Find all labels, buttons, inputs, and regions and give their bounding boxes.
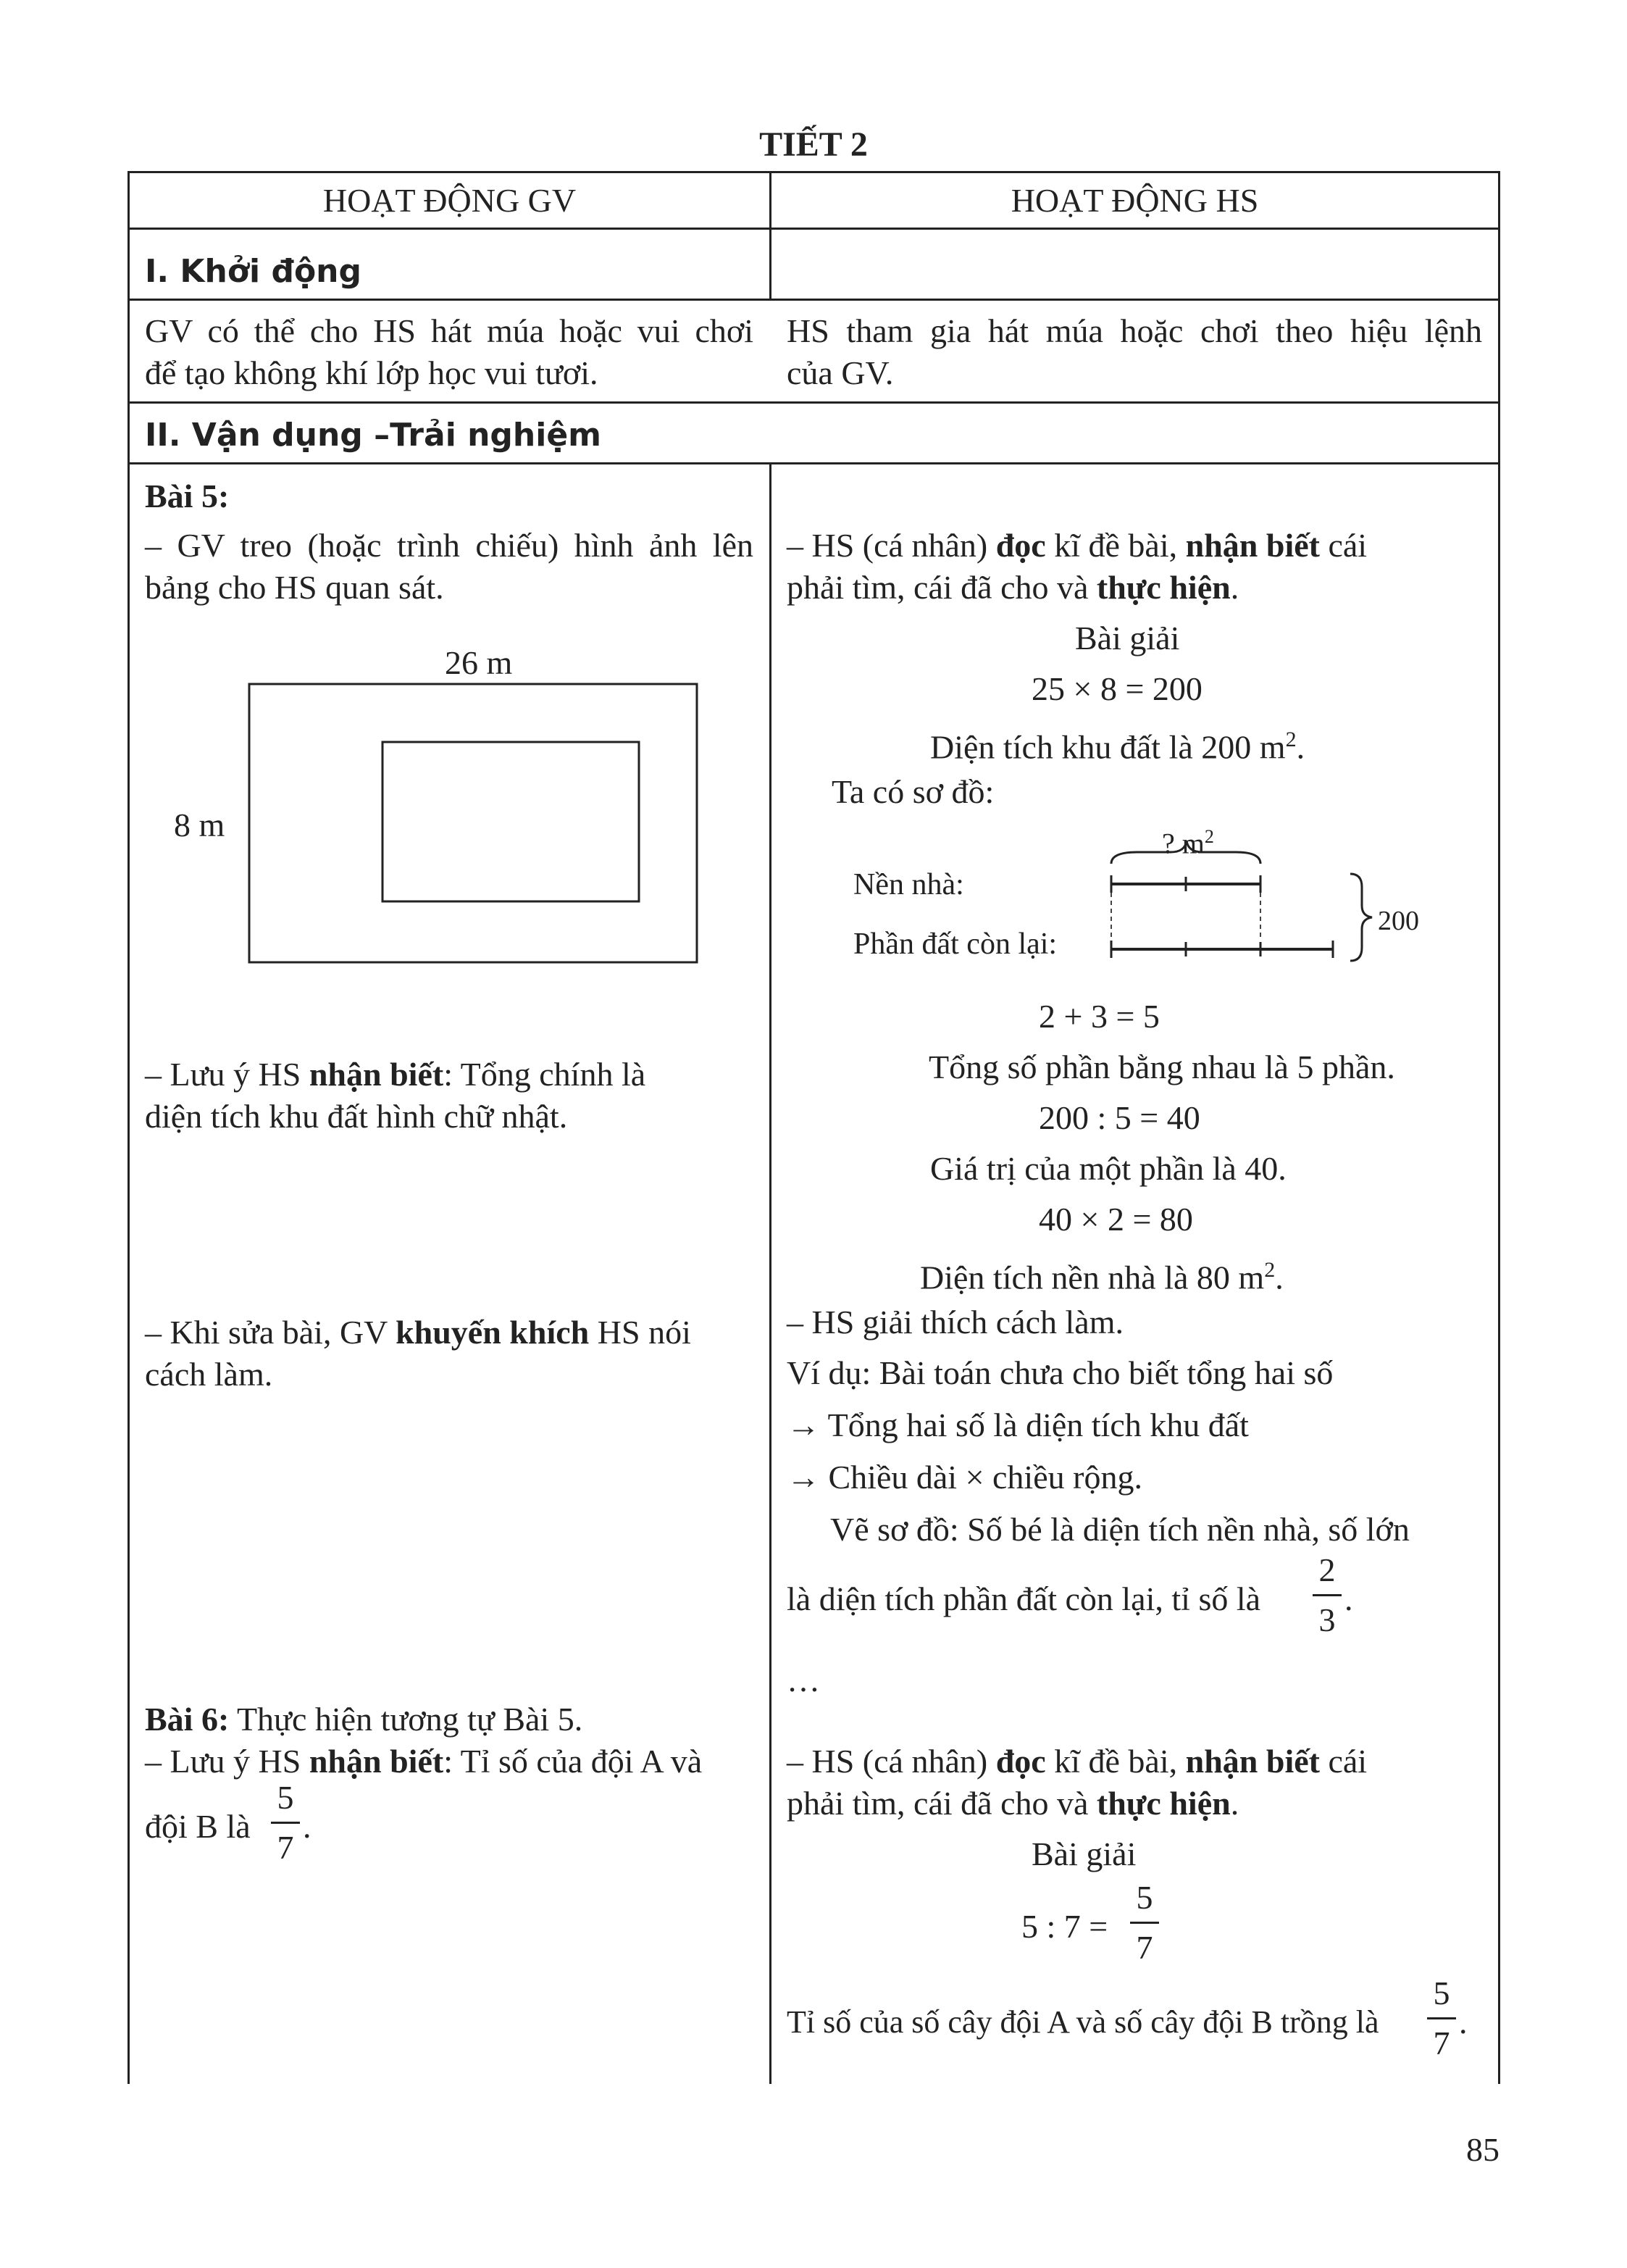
section1-gv-line2: để tạo không khí lớp học vui tươi. bbox=[145, 354, 598, 391]
total-brace bbox=[1350, 874, 1372, 961]
bai6-frac-num: 5 bbox=[277, 1779, 294, 1816]
bai6-note-bold: nhận biết bbox=[309, 1743, 444, 1780]
bai6-frac-den: 7 bbox=[277, 1829, 294, 1866]
table-header-divider bbox=[127, 228, 1500, 230]
bai5-hs-line1 bbox=[787, 523, 1367, 568]
bai6-fraction bbox=[271, 1777, 300, 1869]
bai5-house-text bbox=[920, 1248, 1284, 1300]
diagram-question-text: ? m bbox=[1162, 827, 1205, 860]
bai6-result-fraction bbox=[1427, 1972, 1456, 2064]
bai5-solution-title: Bài giải bbox=[1075, 620, 1180, 656]
section1-divider bbox=[127, 299, 1500, 301]
land-height-label: 8 m bbox=[174, 806, 225, 843]
bai5-ratio-fraction bbox=[1313, 1549, 1342, 1641]
bai6-calc: 5 : 7 = bbox=[1021, 1908, 1108, 1945]
bai6-result-period: . bbox=[1459, 2004, 1468, 2040]
bai5-hs-recognize: nhận biết bbox=[1185, 527, 1320, 564]
bai6-hs-line1 bbox=[787, 1739, 1367, 1784]
bai6-hs-dot: . bbox=[1230, 1785, 1239, 1822]
table-border-right bbox=[1498, 171, 1500, 2084]
bai5-hs-end: cái bbox=[1319, 527, 1368, 564]
bai6-result-text: Tỉ số của số cây đội A và số cây đội B trồng là bbox=[787, 2004, 1379, 2040]
bai5-ellipsis: … bbox=[787, 1662, 820, 1698]
table-border-top bbox=[127, 171, 1500, 173]
bai5-calc4: 40 × 2 = 80 bbox=[1039, 1201, 1193, 1238]
bai5-part-text: Giá trị của một phần là 40. bbox=[930, 1150, 1287, 1187]
column-divider-c bbox=[769, 462, 771, 2084]
bai5-diagram-intro: Ta có sơ đồ: bbox=[832, 773, 995, 810]
diagram-total-label: 200 bbox=[1378, 906, 1419, 936]
section1-end-divider bbox=[127, 401, 1500, 404]
bai5-ratio-bar bbox=[1313, 1594, 1342, 1596]
diagram-question bbox=[1162, 814, 1214, 866]
bai5-gv-intro-line2: bảng cho HS quan sát. bbox=[145, 569, 444, 606]
bai6-result-den: 7 bbox=[1433, 2025, 1450, 2061]
bai5-gv-note-prefix: – Lưu ý HS bbox=[145, 1056, 309, 1093]
bai5-explain1: – HS giải thích cách làm. bbox=[787, 1304, 1124, 1341]
bai6-hs-do: thực hiện bbox=[1096, 1785, 1231, 1822]
bai5-gv-note-suffix: : Tổng chính là bbox=[443, 1056, 646, 1093]
bai5-hs-do: thực hiện bbox=[1096, 569, 1231, 606]
section2-title: II. Vận dụng –Trải nghiệm bbox=[145, 417, 602, 454]
bai5-house-period: . bbox=[1275, 1259, 1284, 1296]
diagram-question-sup: 2 bbox=[1204, 826, 1214, 847]
bai6-title bbox=[145, 1697, 582, 1742]
bai5-hs-line2 bbox=[787, 565, 1239, 610]
bai6-note-line1 bbox=[145, 1739, 753, 1784]
bai6-label: Bài 6: bbox=[145, 1701, 230, 1738]
bai5-area-label: Diện tích khu đất là 200 m bbox=[930, 728, 1286, 766]
section1-hs-line2: của GV. bbox=[787, 354, 894, 391]
bai6-hs-dash: – HS (cá nhân) bbox=[787, 1743, 996, 1780]
bai5-hs-line2-text: phải tìm, cái đã cho và bbox=[787, 569, 1097, 606]
diagram-house-label: Nền nhà: bbox=[853, 868, 964, 901]
bai5-gv-fix-line2: cách làm. bbox=[145, 1356, 273, 1393]
bai5-gv-note-bold: nhận biết bbox=[309, 1056, 444, 1093]
bai6-note-suffix: : Tỉ số của đội A và bbox=[443, 1743, 703, 1780]
bai6-hs-mid: kĩ đề bài, bbox=[1045, 1743, 1186, 1780]
house-inner-rect bbox=[382, 742, 639, 901]
section1-title: I. Khởi động bbox=[145, 253, 361, 290]
bai5-ratio-den: 3 bbox=[1318, 1601, 1336, 1638]
bai5-gv-fix-suffix: HS nói bbox=[589, 1314, 691, 1351]
bai5-calc2: 2 + 3 = 5 bbox=[1039, 998, 1160, 1035]
section1-hs-line1: HS tham gia hát múa hoặc chơi theo hiệu lệnh bbox=[787, 312, 1482, 349]
bai6-hs-recognize: nhận biết bbox=[1185, 1743, 1320, 1780]
bai5-gv-note-line1 bbox=[145, 1052, 753, 1097]
section1-gv-line1: GV có thể cho HS hát múa hoặc vui chơi bbox=[145, 312, 753, 349]
bai5-explain6: là diện tích phần đất còn lại, tỉ số là bbox=[787, 1580, 1261, 1617]
land-figure bbox=[145, 638, 724, 971]
page-title: TIẾT 2 bbox=[759, 125, 868, 164]
bai6-hs-end: cái bbox=[1319, 1743, 1368, 1780]
bai5-hs-dot: . bbox=[1230, 569, 1239, 606]
bai5-hs-dash: – HS (cá nhân) bbox=[787, 527, 996, 564]
header-gv: HOẠT ĐỘNG GV bbox=[322, 182, 577, 219]
bai6-hs-line2-text: phải tìm, cái đã cho và bbox=[787, 1785, 1097, 1822]
diagram-rest-label: Phần đất còn lại: bbox=[853, 927, 1058, 961]
page-number: 85 bbox=[1466, 2131, 1500, 2168]
bai5-gv-fix-prefix: – Khi sửa bài, GV bbox=[145, 1314, 396, 1351]
bai6-calc-den: 7 bbox=[1136, 1929, 1153, 1966]
bai6-hs-read: đọc bbox=[995, 1743, 1046, 1780]
bai5-explain5: Vẽ sơ đồ: Số bé là diện tích nền nhà, số lớn bbox=[830, 1511, 1410, 1548]
header-hs: HOẠT ĐỘNG HS bbox=[1011, 182, 1259, 219]
bai6-calc-fraction bbox=[1130, 1877, 1159, 1969]
bai6-calc-bar bbox=[1130, 1922, 1159, 1924]
table-border-left bbox=[127, 171, 130, 2084]
land-outer-rect bbox=[249, 684, 697, 962]
bai6-calc-num: 5 bbox=[1136, 1879, 1153, 1916]
bai5-area-text bbox=[930, 717, 1305, 770]
bai5-gv-fix-bold: khuyến khích bbox=[396, 1314, 590, 1351]
bai5-house-label: Diện tích nền nhà là 80 m bbox=[920, 1259, 1265, 1296]
bai5-calc3: 200 : 5 = 40 bbox=[1039, 1099, 1200, 1136]
land-width-label: 26 m bbox=[445, 644, 513, 681]
bai6-label-rest: Thực hiện tương tự Bài 5. bbox=[229, 1701, 583, 1738]
bai5-house-sup: 2 bbox=[1264, 1258, 1276, 1282]
bai5-gv-note-line2: diện tích khu đất hình chữ nhật. bbox=[145, 1098, 568, 1135]
bai5-hs-mid: kĩ đề bài, bbox=[1045, 527, 1186, 564]
bai6-result-bar bbox=[1427, 2017, 1456, 2019]
bai6-note-line2: đội B là bbox=[145, 1808, 251, 1845]
bai5-explain3: → Tổng hai số là diện tích khu đất bbox=[787, 1406, 1249, 1443]
bai5-gv-fix-line1 bbox=[145, 1310, 691, 1355]
section2-divider bbox=[127, 462, 1500, 464]
bai6-result-num: 5 bbox=[1433, 1975, 1450, 2011]
bai5-ratio-period: . bbox=[1344, 1580, 1353, 1617]
bai5-explain2: Ví dụ: Bài toán chưa cho biết tổng hai số bbox=[787, 1354, 1334, 1391]
bai5-ratio-num: 2 bbox=[1318, 1551, 1336, 1588]
bai6-note-period: . bbox=[303, 1808, 311, 1845]
bai5-sum-text: Tổng số phần bằng nhau là 5 phần. bbox=[929, 1048, 1395, 1085]
bai5-gv-intro-line1: – GV treo (hoặc trình chiếu) hình ảnh lên bbox=[145, 527, 753, 564]
bai5-area-period: . bbox=[1296, 728, 1305, 766]
bai5-calc1: 25 × 8 = 200 bbox=[1032, 670, 1203, 707]
bai6-hs-line2 bbox=[787, 1781, 1239, 1826]
bai5-label: Bài 5: bbox=[145, 478, 230, 514]
bai6-solution-title: Bài giải bbox=[1032, 1835, 1137, 1872]
bai6-frac-bar bbox=[271, 1822, 300, 1824]
bai5-area-sup: 2 bbox=[1285, 727, 1297, 751]
bai5-hs-read: đọc bbox=[995, 527, 1046, 564]
bai5-explain4: → Chiều dài × chiều rộng. bbox=[787, 1459, 1142, 1496]
bai6-note-prefix: – Lưu ý HS bbox=[145, 1743, 309, 1780]
